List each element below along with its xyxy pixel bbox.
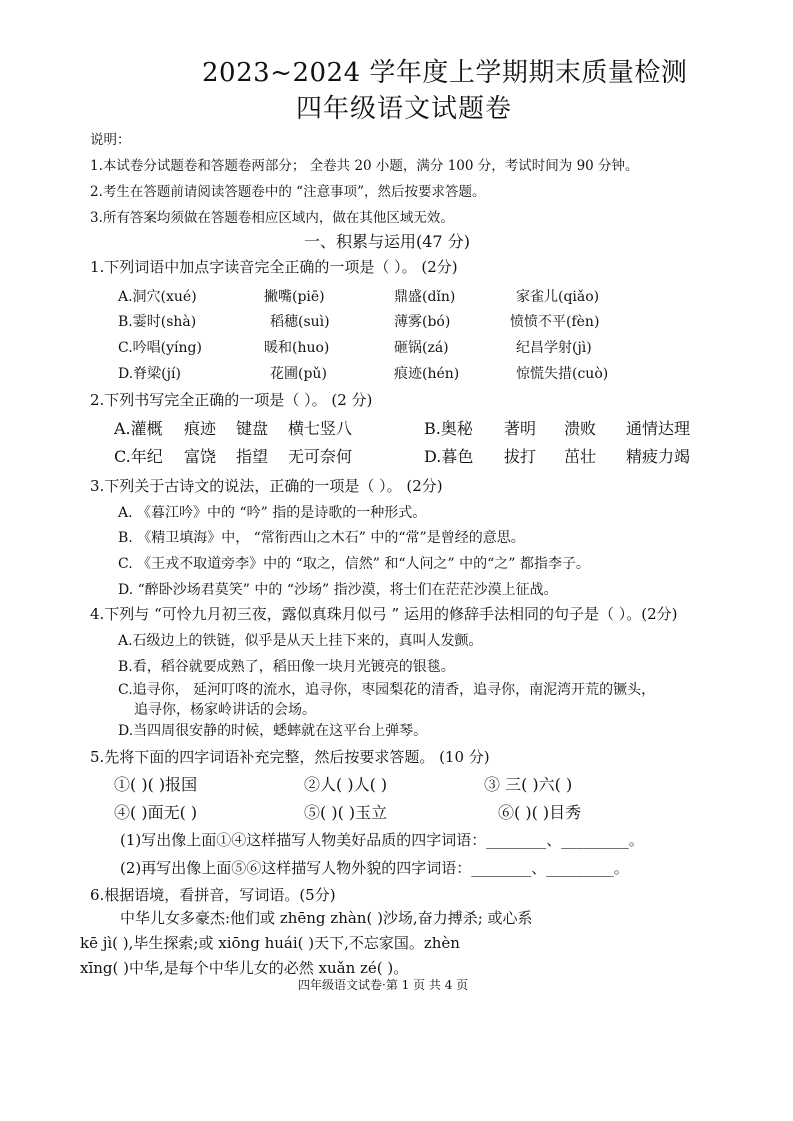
question-1-stem: 1.下列词语中加点字读音完全正确的一项是（ ）。 (2分) [90,258,458,276]
q3-option: A. 《暮江吟》中的 “吟” 指的是诗歌的一种形式。 [118,505,427,521]
q2-option-cell: C.年纪 [114,447,163,466]
q1-option-cell: 惊慌失措(cuò) [516,366,609,382]
q1-option-cell: 愤愤不平(fèn) [510,314,600,330]
q2-option-cell: 富饶 [184,447,217,466]
q2-option-cell: 精疲力竭 [626,447,691,466]
q4-option: C.追寻你， 延河叮咚的流水，追寻你，枣园梨花的清香，追寻你，南泥湾开荒的镢头， [118,682,656,698]
q6-passage-line: 中华儿女多豪杰:他们或 zhēng zhàn( )沙场,奋力搏杀; 或心系 [120,909,533,927]
q2-option-cell: 拔打 [504,447,537,466]
q4-option: A.石级边上的铁链，似乎是从天上挂下来的，真叫人发颤。 [118,633,483,649]
q2-option-cell: 横七竖八 [288,419,353,438]
q1-option-cell: 花圃(pǔ) [270,366,327,382]
q2-option-cell: 痕迹 [184,419,217,438]
q4-option: D.当四周很安静的时候，蟋蟀就在这平台上弹琴。 [118,723,428,739]
q1-option-cell: 撇嘴(piē) [264,289,325,305]
q2-option-cell: 通情达理 [626,419,691,438]
q5-blank-idiom: ①( )( )报国 [114,775,198,794]
q3-option: B. 《精卫填海》中， “常衔西山之木石” 中的“常”是曾经的意思。 [118,530,525,546]
q2-option-cell: 溃败 [564,419,597,438]
instruction-item: 1.本试卷分试题卷和答题卷两部分； 全卷共 20 小题，满分 100 分，考试时间为 90 分钟。 [90,158,639,174]
instructions-label: 说明： [90,132,131,148]
q5-subquestion: (1)写出像上面①④这样描写人物美好品质的四字词语：________、_________。 [120,831,644,849]
q3-option: D. “醉卧沙场君莫笑” 中的 “沙场” 指沙漠，将士们在茫茫沙漠上征战。 [118,582,558,598]
q5-subquestion: (2)再写出像上面⑤⑥这样描写人物外貌的四字词语：________、_________。 [120,859,629,877]
q1-option-cell: 痕迹(hén) [394,366,460,382]
q2-option-cell: 指望 [236,447,269,466]
exam-subtitle: 四年级语文试题卷 [296,94,513,124]
instruction-item: 2.考生在答题前请阅读答题卷中的 “注意事项”，然后按要求答题。 [90,184,486,200]
q2-option-cell: 无可奈何 [288,447,353,466]
q1-option-cell: 稻穗(suì) [270,314,330,330]
section-heading: 一、积累与运用(47 分) [304,232,470,251]
q6-passage-line: kē jì( ),毕生探索;或 xiōng huái( )天下,不忘家国。zhèn [80,934,460,952]
question-3-stem: 3.下列关于古诗文的说法，正确的一项是（ ）。 (2分) [90,477,443,495]
q1-option-cell: B.霎时(shà) [118,314,197,330]
q1-option-cell: C.吟唱(yíng) [118,340,202,356]
q5-blank-idiom: ③ 三( )六( ) [484,775,573,794]
q1-option-cell: A.洞穴(xué) [118,289,197,305]
q1-option-cell: 暖和(huo) [264,340,330,356]
q5-blank-idiom: ②人( )人( ) [304,775,388,794]
q2-option-cell: A.灌概 [114,419,163,438]
q5-blank-idiom: ⑥( )( )目秀 [498,803,582,822]
q3-option: C. 《王戎不取道旁李》中的 “取之，信然” 和“人问之” 中的“之” 都指李子。 [118,556,590,572]
question-4-stem: 4.下列与 “可怜九月初三夜，露似真珠月似弓 ” 运用的修辞手法相同的句子是（ ）。(2分) [90,605,678,623]
q1-option-cell: D.脊梁(jí) [118,366,181,382]
q2-option-cell: 茁壮 [564,447,597,466]
q5-blank-idiom: ④( )面无( ) [114,803,198,822]
q2-option-cell: 键盘 [236,419,269,438]
q1-option-cell: 纪昌学射(jì) [516,340,592,356]
question-5-stem: 5.先将下面的四字词语补充完整，然后按要求答题。 (10 分) [90,748,490,766]
q6-passage-line: xīng( )中华,是每个中华儿女的必然 xuǎn zé( )。 [80,959,409,977]
q2-option-cell: B.奥秘 [424,419,473,438]
q2-option-cell: 著明 [504,419,537,438]
question-6-stem: 6.根据语境，看拼音，写词语。(5分) [90,886,336,904]
q1-option-cell: 鼎盛(dǐn) [394,289,456,305]
q5-blank-idiom: ⑤( )( )玉立 [304,803,388,822]
question-2-stem: 2.下列书写完全正确的一项是（ ）。 (2 分) [90,391,373,409]
q4-option-continued: 追寻你，杨家岭讲话的会场。 [134,702,316,718]
q2-option-cell: D.暮色 [424,447,474,466]
page-footer: 四年级语文试卷·第 1 页 共 4 页 [298,978,469,992]
q1-option-cell: 家雀儿(qiǎo) [516,289,600,305]
instruction-item: 3.所有答案均须做在答题卷相应区域内，做在其他区域无效。 [90,210,454,226]
q1-option-cell: 砸锅(zá) [394,340,449,356]
q4-option: B.看，稻谷就要成熟了，稻田像一块月光镀亮的银毯。 [118,659,455,675]
exam-title: 2023~2024 学年度上学期期末质量检测 [202,58,688,88]
q1-option-cell: 薄雾(bó) [394,314,451,330]
